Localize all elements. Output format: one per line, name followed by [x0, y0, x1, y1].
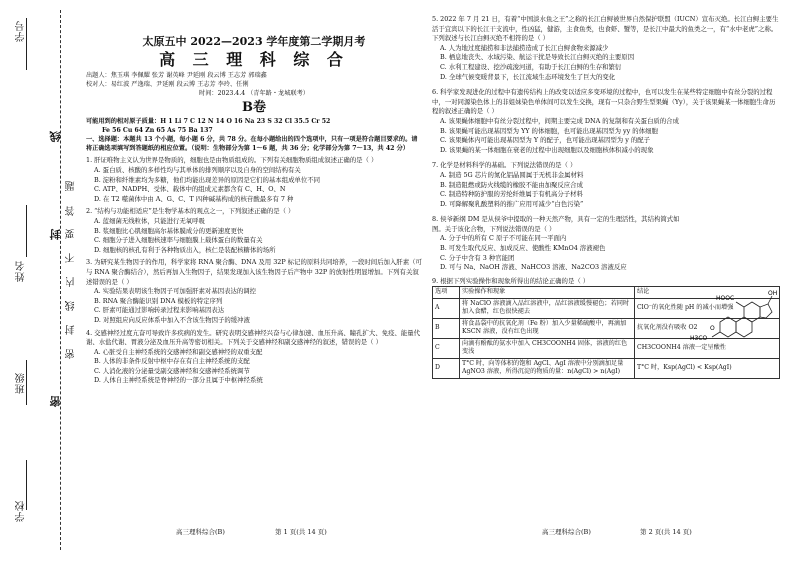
- option-d: D. 人体自主神经系统是脊神经的一部分且属于中枢神经系统: [94, 376, 263, 385]
- table-header-cell: 实验操作和现象: [460, 287, 635, 299]
- table-header-cell: 选项: [433, 287, 460, 299]
- table-cell: CH3COONH4 溶液一定呈酸性: [635, 338, 780, 358]
- seal-char: 内: [66, 276, 77, 287]
- footer-left-page: 第 1 页(共 14 页): [275, 528, 327, 536]
- exam-title: 太原五中 2022—2023 学年度第二学期月考: [142, 35, 366, 48]
- option-c: C. 该果蝇体内可能出现基因型为 Y 的配子，也可能出现基因型为 y 的配子: [440, 136, 651, 145]
- option-d: D. 可与 Na、NaOH 溶液、NaHCO3 溶液、Na2CO3 溶液反应: [440, 263, 627, 272]
- table-cell: C: [433, 338, 460, 358]
- question-stem: 3. 为研究某生物因子的作用，科学家将 RNA 聚合酶、DNA 及用 32P 标记的原料共同培养，一段时间后加入肝素（可与 RNA 聚合酶结合），然后再加入生物因子，结果发现加入该生物因子后产物中 32P 的放射性明显增加。下列有关叙述错误的是（ ）: [86, 258, 422, 286]
- option-b: B. 浆细胞比心肌细胞高尔基体膜成分的更新速度更快: [94, 226, 244, 235]
- option-b: B. 栖息地丧失、水域污染、航运干扰是导致长江白鲟灭绝的主要原因: [440, 53, 635, 62]
- table-cell: ClO⁻的氧化性随 pH 的减小而增强: [635, 298, 780, 318]
- question-stem: 7. 化学是材料科学的基础。下列说法错误的是（ ）: [432, 161, 577, 170]
- h3co-label: H3CO: [690, 335, 708, 342]
- option-a: A. 实验结果表明该生物因子可加强肝素对基因表达的调控: [94, 287, 257, 296]
- option-d: D. 可降解聚乳酸塑料的推广应用可减少“白色污染”: [440, 199, 584, 208]
- oh-label: OH: [768, 290, 778, 297]
- seal-char: 封: [66, 324, 77, 335]
- seal-char: 线: [66, 300, 77, 311]
- option-d: D. 该果蝇的某一体细胞在衰老的过程中出现细胞以及细胞核体积减小的现象: [440, 145, 654, 154]
- option-a: A. 制造 5G 芯片的氮化铝晶圆属于无机非金属材料: [440, 170, 584, 179]
- ring-b: [736, 317, 752, 337]
- table-header-cell: 结论: [635, 287, 780, 299]
- seal-mark-close: 密: [49, 395, 62, 407]
- table-cell: T°C 时，Ksp(AgCl) < Ksp(AgI): [635, 358, 780, 378]
- option-b: B. 可发生取代反应、加成反应、使酸性 KMnO4 溶液褪色: [440, 244, 606, 253]
- class-label: 班级: [16, 372, 27, 394]
- subject-title: 高 三 理 科 综 合: [159, 50, 349, 69]
- option-c: C. 细胞分子进入细胞核速率与细胞膜上载体蛋白的数量有关: [94, 236, 263, 245]
- option-c: C. 分子中含有 3 种官能团: [440, 253, 515, 262]
- atomic-mass-line1: 可能用到的相对原子质量：H 1 Li 7 C 12 N 14 O 16 Na 23 S 32 Cl 35.5 Cr 52: [86, 117, 331, 125]
- hooc-label: HOOC: [716, 295, 735, 302]
- table-cell: T°C 时，向等体积的饱和 AgCl、AgI 溶液中分别滴加足量 AgNO3 溶液，所得沉淀的物质的量：n(AgCl) > n(AgI): [460, 358, 635, 378]
- binding-margin: [0, 0, 88, 561]
- structural-formula: [690, 286, 778, 350]
- seal-char: 密: [66, 348, 77, 359]
- footer-right-page: 第 2 页(共 14 页): [640, 528, 692, 536]
- question-2: [86, 207, 422, 255]
- name-label: 姓名: [16, 260, 27, 282]
- question-4: [86, 329, 422, 387]
- exam-date: 时间：2023.4.4 （青年路・龙城联考）: [199, 90, 309, 98]
- seal-dashed-line: [60, 10, 61, 550]
- option-a: A. 蛋白质、核酸的多样性均与其单体的排列顺序以及自身的空间结构有关: [94, 166, 301, 175]
- option-a: A. 心脏受自主神经系统的交感神经和副交感神经的双重支配: [94, 347, 263, 356]
- footer-left-name: 高三理科综合(B): [176, 528, 225, 536]
- option-c: C. 人消化液的分泌量受副交感神经和交感神经系统调节: [94, 366, 250, 375]
- option-c: C. 水利工程建设、挖沙疏浚河道，有助于长江白鲟的生存和繁衍: [440, 62, 622, 71]
- table-cell: D: [433, 358, 460, 378]
- option-b: B. 人体的非条件反射中枢中存在有自主神经系统的支配: [94, 357, 250, 366]
- option-b: B. 淀粉和纤维素均为多糖，他们均能出现差异的原因是它们的基本组成单位不同: [94, 175, 321, 184]
- seal-char: 题: [66, 180, 77, 191]
- option-b: B. RNA 聚合酶能识别 DNA 模板的特定序列: [94, 296, 223, 305]
- name-line: [26, 205, 27, 257]
- table-cell: 抗氧化剂没有吸收 O2: [635, 318, 780, 338]
- bond: [768, 296, 772, 304]
- bond: [736, 302, 744, 307]
- option-a: A. 蓝细菌无线粒体，只能进行无氧呼吸: [94, 216, 205, 225]
- question-stem: 5. 2022 年 7 月 21 日，有着“中国淡水鱼之王”之称的长江白鲟被世界自然保护联盟（IUCN）宣布灭绝。长江白鲟主要生活于宜宾以下的长江干支流中，性凶猛，健游，主食鱼类，也食虾、蟹等，是长江中最大的鱼类之一，有“水中老虎”之称。下列叙述与长江白鲟灭绝不相符的是（ ）: [432, 15, 779, 43]
- paper-version: B卷: [242, 99, 266, 115]
- section-heading: 一、选择题：本题共 13 个小题，每小题 6 分，共 78 分。在每小题给出的四个选项中，只有一项是符合题目要求的。请将正确选项填写到答题纸的相应位置。（说明：生物部分为第 1～6 题，共 36 分；化学部分为第 7～13，共 42 分）: [86, 136, 418, 153]
- o-label: O: [710, 325, 715, 332]
- option-d: D. 在 T2 噬菌体中由 A、G、C、T 四种碱基构成的核苷酸最多有 7 种: [94, 194, 294, 203]
- option-c: C. 制造特种防护服的芳纶纤维属于有机高分子材料: [440, 190, 583, 199]
- table-cell: 将 NaClO 溶液滴入品红溶液中，品红溶液缓慢褪色；若同时加入食醋，红色很快褪去: [460, 298, 635, 318]
- left-column: [86, 6, 422, 386]
- seal-mark-line: 线: [49, 130, 62, 142]
- question-6: [432, 88, 780, 155]
- school-label: 学校: [16, 500, 27, 522]
- option-a: A. 该果蝇体细胞中有丝分裂过程中，间期主要完成 DNA 的复制和有关蛋白质的合成: [440, 116, 679, 125]
- question-stem: 8. 侯爷新纲 DM 是从侯爷中提取的一种天然产物，具有一定的生理活性，其结构简式如图。关于该化合物，下列说法错误的是（ ）: [432, 215, 680, 233]
- table-cell: 将食品袋中的抗氧化剂（Fe 粉）加入少量稀硫酸中，再滴加 KSCN 溶液，没有红色出现: [460, 318, 635, 338]
- option-b: B. 该果蝇可能出现基因型为 YY 的体细胞，也可能出现基因型为 yy 的体细胞: [440, 126, 658, 135]
- question-stem: 9. 根据下列实验操作和现象所得出的结论正确的是（ ）: [432, 276, 590, 285]
- table-cell: B: [433, 318, 460, 338]
- table-cell: A: [433, 298, 460, 318]
- question-5: [432, 15, 780, 82]
- seal-char: 要: [66, 228, 77, 239]
- option-c: C. 肝素可能通过影响转录过程来影响基因表达: [94, 306, 225, 315]
- table-cell: 向滴有酚酞的氨水中加入 CH3COONH4 固体，溶液的红色变浅: [460, 338, 635, 358]
- seal-char: 不: [66, 252, 77, 263]
- atomic-mass-line2: Fe 56 Cu 64 Zn 65 As 75 Ba 137: [102, 126, 213, 134]
- reviewers-line: 校对人：易红波 严逸瑞、尹延刚 段云博 王志芳 李玲、任俐: [86, 81, 249, 89]
- question-8: [432, 215, 690, 273]
- option-b: B. 制造阻燃或防火线缆的橡胶不能由加聚反应合成: [440, 180, 583, 189]
- ring-c: [744, 302, 760, 322]
- question-stem: 6. 科学家发现进化的过程中有遗传结构上的改变以适应多变环境的过程中，也可以发生在某些特定细胞中有丝分裂的过程中，一对同源染色体上的非姐妹染色单体间可以发生交换，现有一只杂合野生型果蝇（Yy），关于该果蝇某一体细胞生命历程的叙述正确的是（ ）: [432, 88, 776, 116]
- ring-a: [720, 317, 736, 337]
- footer-right-name: 高三理科综合(B): [542, 528, 591, 536]
- option-d: D. 细胞核的核孔有利于各种物质出入，核仁是装配核糖体的场所: [94, 245, 276, 254]
- question-7: [432, 161, 780, 209]
- option-d: D. 对照组应向反应体系中加入不含该生物因子的缓冲液: [94, 315, 250, 324]
- option-a: A. 人为地过度捕捞和非法捕捞造成了长江白鲟食物来源减少: [440, 43, 609, 52]
- option-c: C. ATP、NADPH、受体、载体中的组成元素都含有 C、H、O、N: [94, 185, 286, 194]
- student-id-label: 学号: [16, 20, 27, 42]
- question-3: [86, 258, 422, 325]
- ring-d: [760, 304, 772, 318]
- seal-mark-seal: 封: [49, 228, 62, 240]
- question-stem: 4. 交感神经过度亢奋可导致许多疾病的发生。研究表明交感神经兴奋与心律加速、血压升高、瞳孔扩大、免疫、能量代谢、水盐代谢、胃液分泌及血压升高等密切相关。下列关于交感神经和副交感神经的叙述，错误的是（ ）: [86, 328, 421, 347]
- authors-line: 出题人：焦玉琪 李佩耀 张芳 谢英峰 尹延刚 段云博 王志芳 郭瑞鑫: [86, 72, 267, 79]
- question-1: [86, 156, 422, 204]
- option-a: A. 分子中的所有 C 原子不可能在同一平面内: [440, 234, 567, 243]
- table-row: [433, 358, 780, 378]
- question-stem: 1. 肝证唯物主义认为世界是物质的，细胞也是由物质组成的。下列有关细胞物质组成叙述正确的是（ ）: [86, 156, 378, 165]
- seal-char: 答: [66, 205, 77, 216]
- question-stem: 2. “结构与功能相适应”是生物学基本的观点之一，下列叙述正确的是（ ）: [86, 207, 295, 216]
- bond: [712, 332, 720, 337]
- option-d: D. 全球气候变暖背景下，长江流域生态环境发生了巨大的变化: [440, 72, 616, 81]
